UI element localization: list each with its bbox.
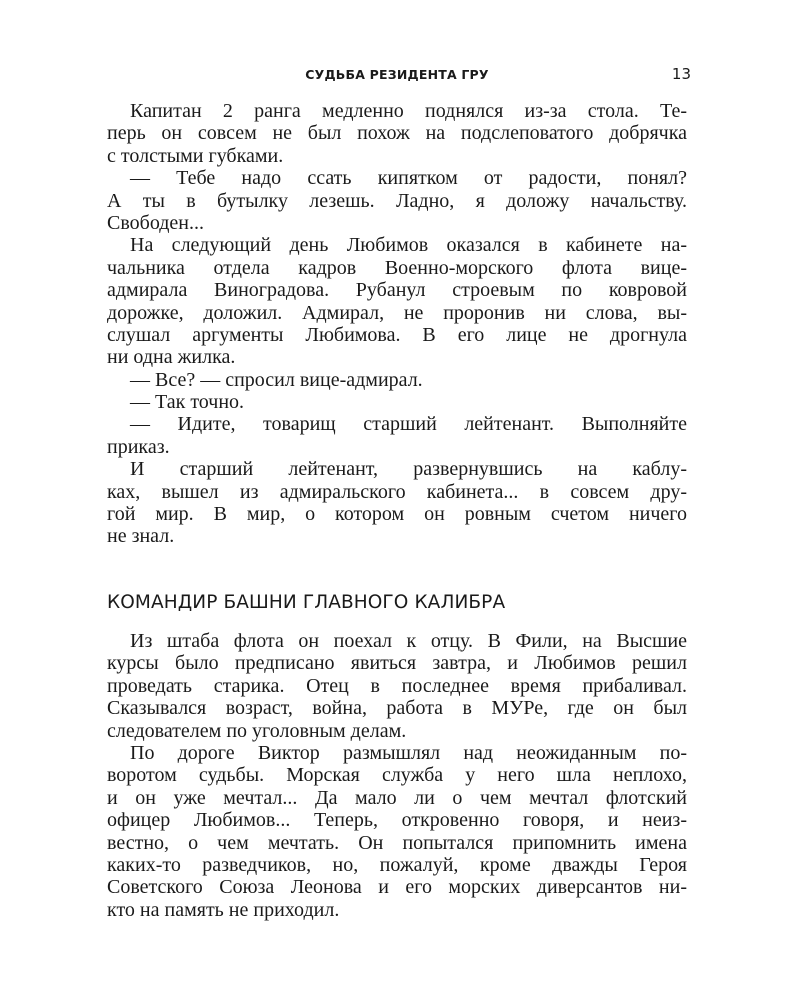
- text-line: И старший лейтенант, развернувшись на каблу-: [130, 458, 687, 481]
- paragraph: [107, 234, 687, 368]
- text-line: дорожке, доложил. Адмирал, не проронив ни слова, вы-: [107, 301, 687, 324]
- text-line: Сказывался возраст, война, работа в МУРе, где он был: [107, 697, 687, 720]
- text-line: кто на память не приходил.: [107, 898, 340, 921]
- text-line: ках, вышел из адмиральского кабинета... в совсем дру-: [107, 480, 687, 503]
- text-line: следователем по уголовным делам.: [107, 719, 407, 742]
- text-line: слушал аргументы Любимова. В его лице не дрогнула: [107, 323, 687, 346]
- section-2-text: [107, 630, 687, 921]
- page-number: 13: [671, 65, 691, 83]
- text-line: чальника отдела кадров Военно-морского флота вице-: [107, 256, 687, 279]
- section-heading: КОМАНДИР БАШНИ ГЛАВНОГО КАЛИБРА: [107, 592, 506, 613]
- text-line: приказ.: [107, 435, 170, 458]
- text-line: адмирала Виноградова. Рубанул строевым по ковровой: [107, 279, 687, 302]
- text-line: офицер Любимов... Теперь, откровенно говоря, и неиз-: [107, 809, 687, 832]
- paragraph: [107, 458, 687, 548]
- text-line: Из штаба флота он поехал к отцу. В Фили, на Высшие: [130, 630, 687, 652]
- paragraph: [107, 167, 687, 234]
- text-line: — Тебе надо ссать кипятком от радости, понял?: [130, 167, 687, 190]
- text-line: По дороге Виктор размышлял над неожиданным по-: [130, 741, 687, 764]
- text-line: и он уже мечтал... Да мало ли о чем мечтал флотский: [107, 786, 687, 809]
- text-line: ни одна жилка.: [107, 346, 236, 369]
- paragraph: [107, 391, 687, 413]
- text-line: — Идите, товарищ старший лейтенант. Выполняйте: [130, 413, 687, 436]
- text-line: не знал.: [107, 525, 175, 548]
- section-1-text: [107, 100, 687, 548]
- paragraph: [107, 742, 687, 921]
- text-line: каких-то разведчиков, но, пожалуй, кроме дважды Героя: [107, 853, 687, 876]
- text-line: Свободен...: [107, 211, 205, 234]
- text-line: воротом судьбы. Морская служба у него шла неплохо,: [107, 764, 687, 787]
- text-line: Капитан 2 ранга медленно поднялся из-за стола. Те-: [130, 100, 687, 122]
- running-title: СУДЬБА РЕЗИДЕНТА ГРУ: [305, 67, 489, 82]
- page-header: [107, 64, 691, 86]
- text-line: вестно, о чем мечтать. Он попытался припомнить имена: [107, 831, 687, 854]
- text-line: А ты в бутылку лезешь. Ладно, я доложу начальству.: [107, 189, 687, 212]
- paragraph: [107, 100, 687, 167]
- text-line: — Все? — спросил вице-адмирал.: [130, 368, 423, 391]
- paragraph: [107, 369, 687, 391]
- text-line: — Так точно.: [130, 391, 245, 414]
- text-line: с толстыми губками.: [107, 144, 284, 167]
- paragraph: [107, 413, 687, 458]
- text-line: Советского Союза Леонова и его морских диверсантов ни-: [107, 876, 687, 899]
- text-line: На следующий день Любимов оказался в кабинете на-: [130, 234, 687, 257]
- paragraph: [107, 630, 687, 742]
- text-line: гой мир. В мир, о котором он ровным счетом ничего: [107, 503, 687, 526]
- text-line: перь он совсем не был похож на подслеповатого добрячка: [107, 122, 687, 145]
- text-line: курсы было предписано явиться завтра, и Любимов решил: [107, 652, 687, 675]
- text-line: проведать старика. Отец в последнее время прибаливал.: [107, 674, 687, 697]
